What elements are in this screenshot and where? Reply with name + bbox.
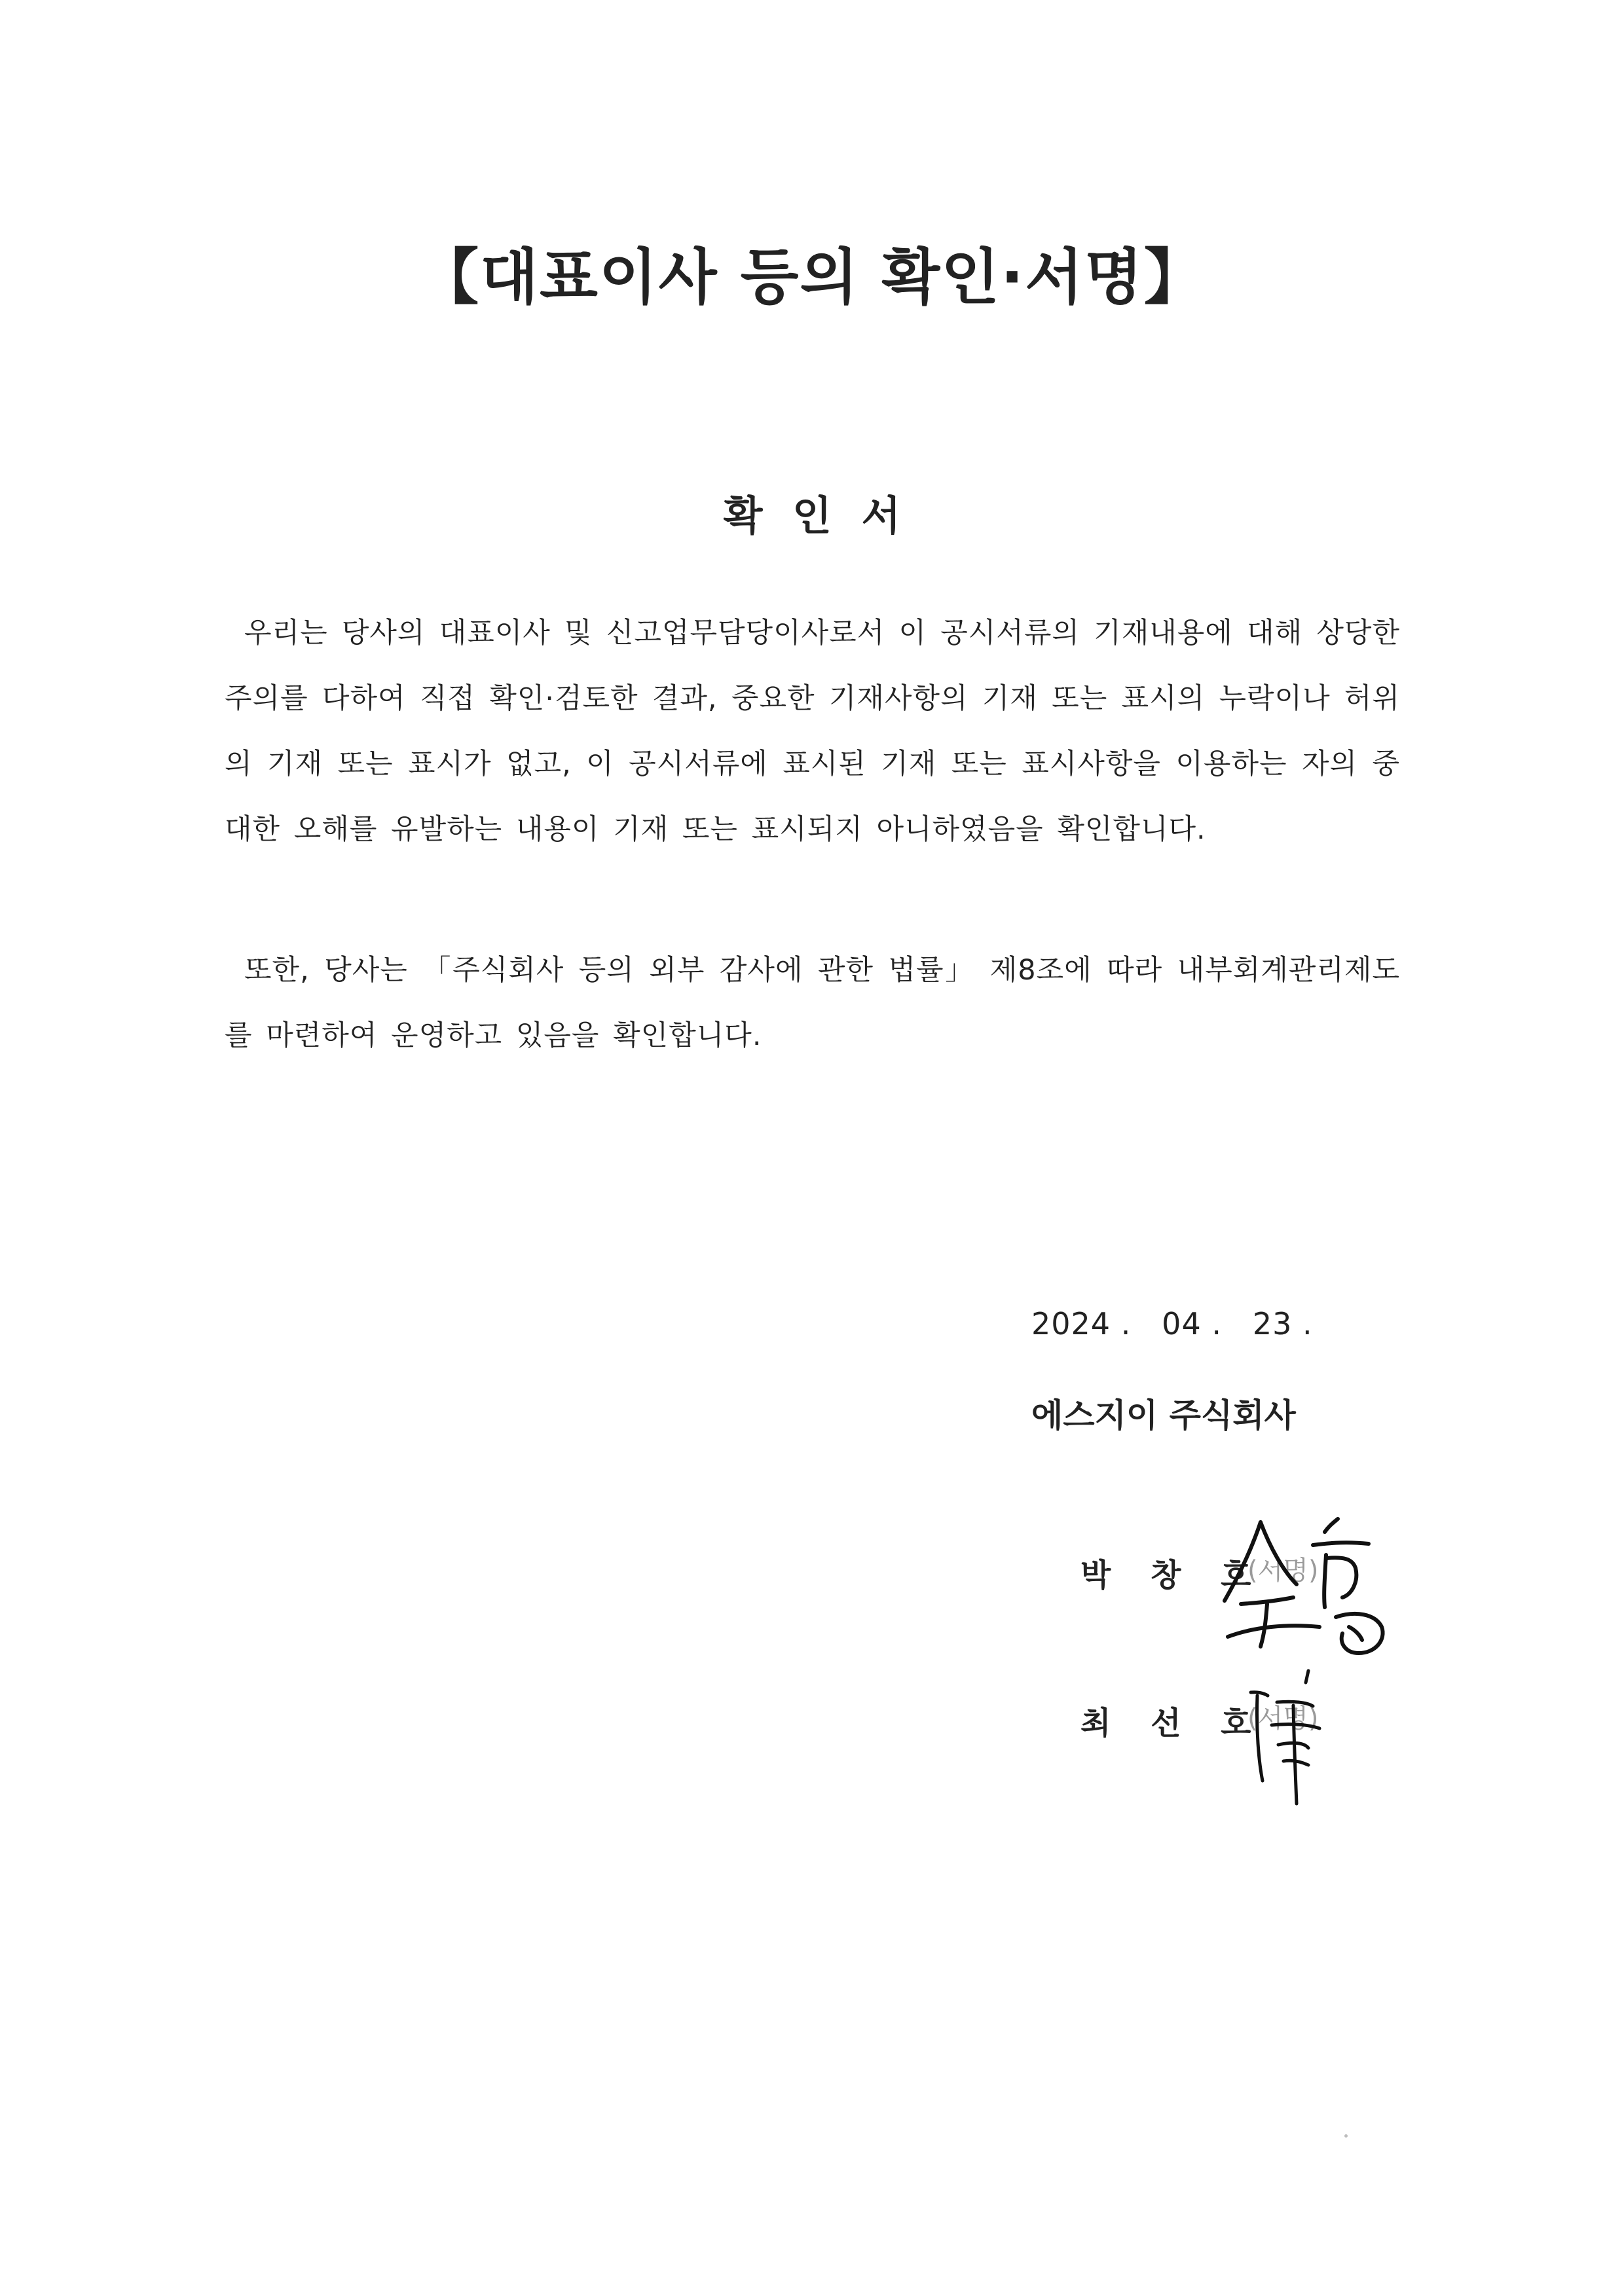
document-date: 2024 . 04 . 23 . <box>1031 1306 1313 1341</box>
document-subtitle: 확 인 서 <box>723 492 901 539</box>
sign-placeholder: (서명) <box>1247 1556 1319 1586</box>
document-title: 【대표이사 등의 확인·서명】 <box>418 242 1206 312</box>
company-name: 에스지이 주식회사 <box>1031 1396 1296 1434</box>
disclosure-officer-handwritten-signature <box>1231 1663 1349 1813</box>
confirmation-paragraph-text: 우리는 당사의 대표이사 및 신고업무담당이사로서 이 공시서류의 기재내용에 대해 상당한 주의를 다하여 직접 확인·검토한 결과, 중요한 기재사항의 기재 또는 표시의 누락이나 허위의 기재 또는 표시가 없고, 이 공시서류에 표시된 기재 또는 표시사항을 이용하는 자의 중대한 오해를 유발하는 내용이 기재 또는 표시되지 아니하였음을 확인합니다. <box>225 617 1400 846</box>
confirmation-paragraph <box>225 600 1400 862</box>
sign-placeholder: (서명) <box>1247 1704 1319 1734</box>
signatory-name: 박 창 호 <box>1080 1557 1266 1594</box>
signatory-name: 최 선 호 <box>1080 1705 1266 1741</box>
internal-control-paragraph-text: 또한, 당사는 「주식회사 등의 외부 감사에 관한 법률」 제8조에 따라 내부회계관리제도를 마련하여 운영하고 있음을 확인합니다. <box>225 954 1400 1052</box>
scan-speck <box>1344 2134 1348 2138</box>
internal-control-paragraph <box>225 938 1400 1068</box>
ceo-handwritten-signature <box>1215 1506 1398 1676</box>
